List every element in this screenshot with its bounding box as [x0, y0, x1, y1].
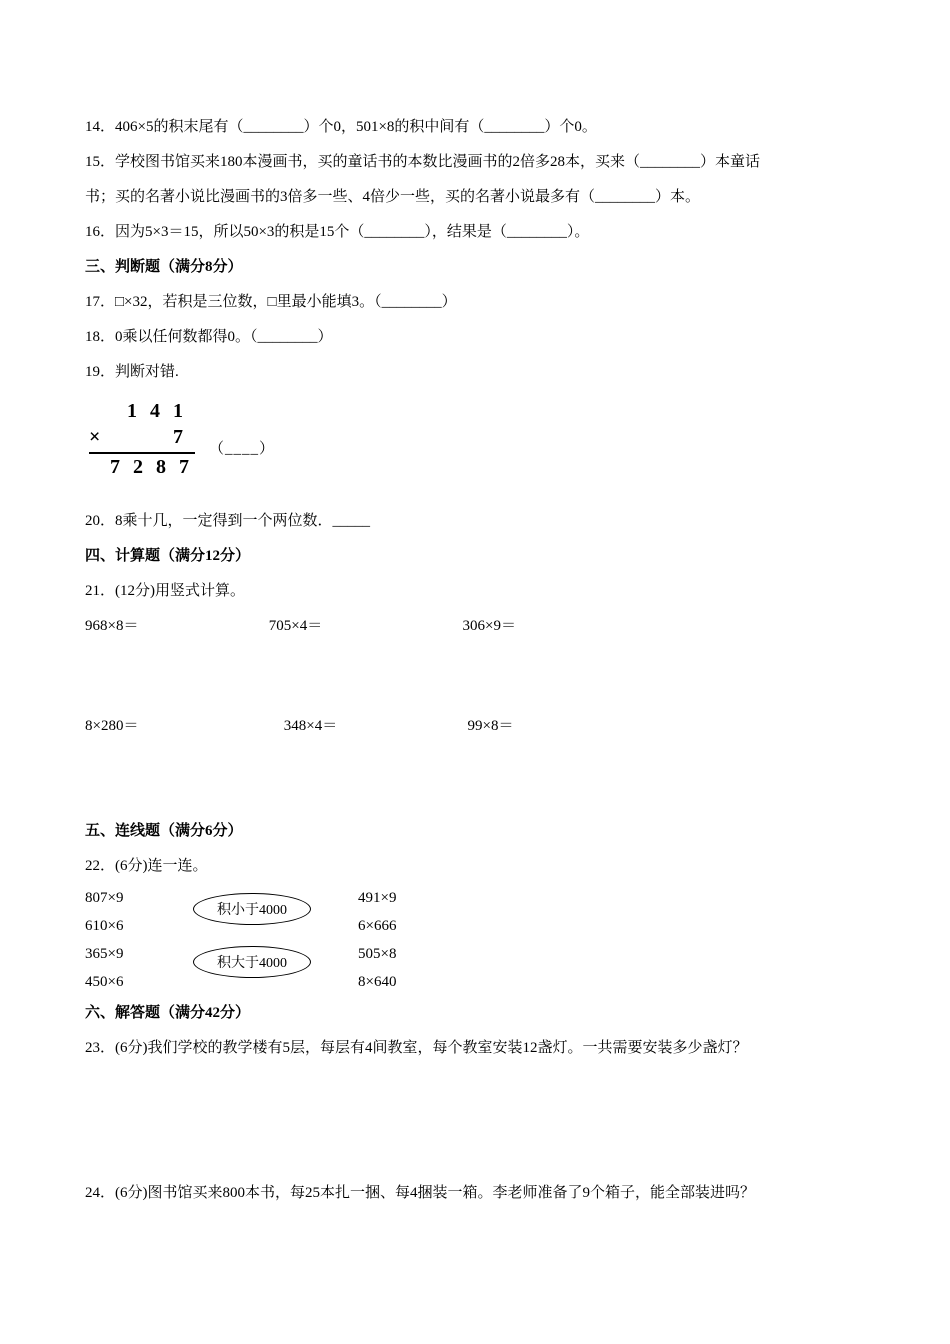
vertical-multiplication	[89, 398, 865, 480]
section-5-header: 五、连线题（满分6分）	[85, 823, 243, 839]
matching-block	[85, 884, 865, 996]
question-19: 19．判断对错.	[85, 364, 179, 380]
match-left-column	[85, 884, 123, 996]
match-left-item: 365×9	[85, 946, 124, 962]
section-4-header: 四、计算题（满分12分）	[85, 548, 251, 564]
calc-expression: 348×4＝	[283, 718, 338, 734]
question-21: 21．(12分)用竖式计算。	[85, 583, 245, 599]
question-24: 24．(6分)图书馆买来800本书，每25本扎一捆、每4捆装一箱。李老师准备了9个箱子，能全部装进吗？	[85, 1185, 755, 1201]
question-17: 17．□×32，若积是三位数，□里最小能填3。（________）	[85, 294, 457, 310]
match-right-item: 8×640	[358, 974, 397, 990]
multiply-sign: ×	[89, 426, 101, 448]
question-22: 22．(6分)连一连。	[85, 858, 208, 874]
calc-expression: 306×9＝	[462, 618, 516, 634]
calc-expression: 968×8＝	[85, 618, 139, 634]
match-left-item: 610×6	[85, 918, 124, 934]
question-14: 14．406×5的积末尾有（________）个0，501×8的积中间有（________）个0。	[85, 119, 597, 135]
calc-expression: 99×8＝	[467, 718, 514, 734]
calc-row-2	[85, 709, 865, 744]
oval-product-less-4000: 积小于4000	[193, 893, 311, 925]
oval-product-greater-4000: 积大于4000	[193, 946, 311, 978]
match-left-item: 450×6	[85, 974, 124, 990]
answer-blank: （____）	[209, 441, 276, 457]
match-left-item: 807×9	[85, 890, 124, 906]
question-15-line2: 书；买的名著小说比漫画书的3倍多一些、4倍少一些，买的名著小说最多有（________）本。	[85, 189, 701, 205]
match-right-item: 491×9	[358, 890, 397, 906]
calc-expression: 705×4＝	[268, 618, 323, 634]
calc-expression: 8×280＝	[85, 718, 139, 734]
question-20: 20．8乘十几，一定得到一个两位数．_____	[85, 513, 371, 529]
question-23: 23．(6分)我们学校的教学楼有5层，每层有4间教室，每个教室安装12盏灯。一共需要安装多少盏灯？	[85, 1040, 748, 1056]
multiplication-work	[89, 398, 195, 480]
multiplicand: 1 4 1	[127, 400, 187, 422]
calc-row-1	[85, 609, 865, 644]
match-right-item: 6×666	[358, 918, 397, 934]
multiplier-row	[89, 424, 195, 454]
product: 7 2 8 7	[110, 456, 193, 478]
question-15-line1: 15．学校图书馆买来180本漫画书，买的童话书的本数比漫画书的2倍多28本，买来（________）本童话	[85, 154, 761, 170]
section-6-header: 六、解答题（满分42分）	[85, 1005, 251, 1021]
multiplier: 7	[173, 426, 187, 448]
match-right-item: 505×8	[358, 946, 397, 962]
match-right-column	[358, 884, 396, 996]
question-16: 16．因为5×3＝15，所以50×3的积是15个（________），结果是（________）。	[85, 224, 590, 240]
question-18: 18．0乘以任何数都得0。（________）	[85, 329, 333, 345]
section-3-header: 三、判断题（满分8分）	[85, 259, 243, 275]
